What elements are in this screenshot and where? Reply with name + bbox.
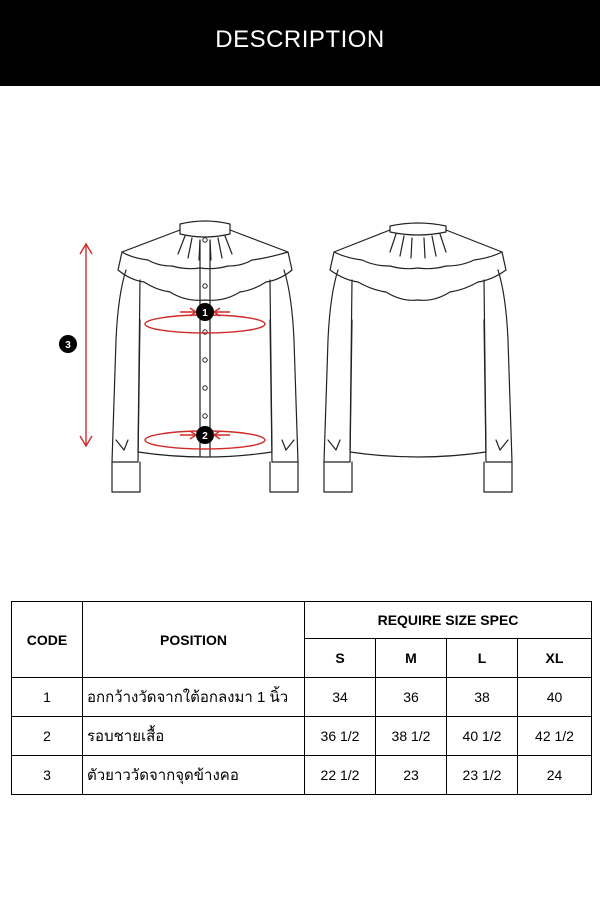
row-value: 40 1/2 [447,717,518,756]
table-row [12,756,592,795]
row-value: 42 1/2 [518,717,592,756]
row-value: 23 [376,756,447,795]
row-value: 40 [518,678,592,717]
garment-diagram [0,200,600,520]
button-dots [203,238,207,418]
row-value: 36 [376,678,447,717]
marker-2 [196,426,214,444]
size-l: L [447,639,518,678]
row-value: 38 1/2 [376,717,447,756]
header-require-size-spec: REQUIRE SIZE SPEC [305,602,592,639]
row-value: 36 1/2 [305,717,376,756]
blouse-front-view [112,221,298,492]
row-position: อกกว้างวัดจากใต้อกลงมา 1 นิ้ว [83,678,305,717]
size-m: M [376,639,447,678]
row-value: 38 [447,678,518,717]
row-code: 2 [12,717,83,756]
page-title: DESCRIPTION [215,26,385,53]
row-value: 24 [518,756,592,795]
row-code: 3 [12,756,83,795]
blouse-back-view [324,223,512,492]
header-code: CODE [12,602,83,678]
svg-text:2: 2 [202,431,208,442]
marker-1 [196,303,214,321]
row-value: 34 [305,678,376,717]
svg-text:3: 3 [65,340,71,351]
size-s: S [305,639,376,678]
size-spec-table [11,601,592,795]
marker-3 [59,335,77,353]
header-bar [0,0,600,86]
table-row [12,717,592,756]
svg-text:1: 1 [202,308,208,319]
row-position: รอบชายเสื้อ [83,717,305,756]
measurement-guides [80,244,265,449]
header-position: POSITION [83,602,305,678]
row-value: 23 1/2 [447,756,518,795]
row-value: 22 1/2 [305,756,376,795]
row-code: 1 [12,678,83,717]
table-row [12,678,592,717]
size-xl: XL [518,639,592,678]
row-position: ตัวยาววัดจากจุดข้างคอ [83,756,305,795]
